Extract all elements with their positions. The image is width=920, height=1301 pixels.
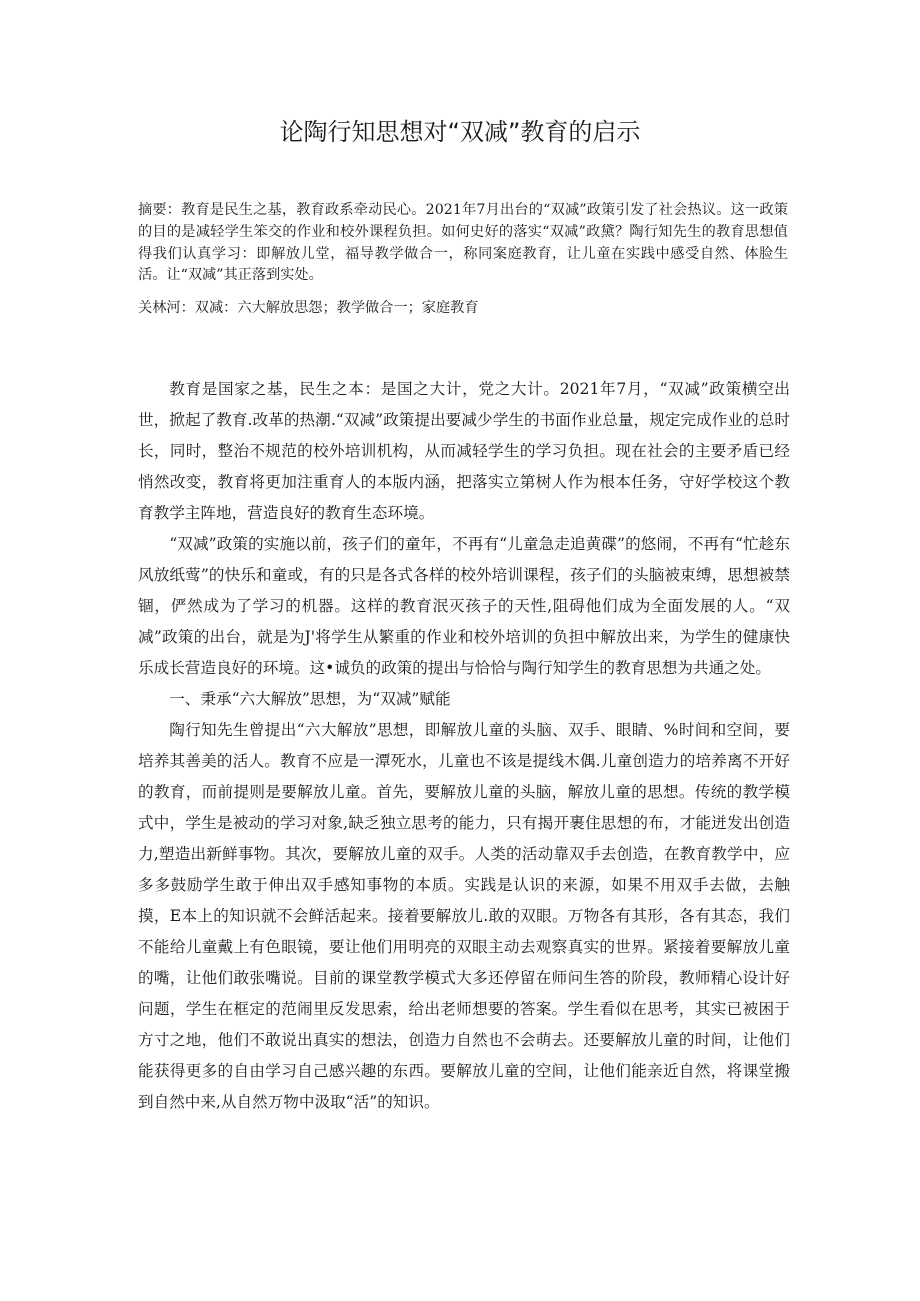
body-paragraph-3: 陶行知先生曾提出“六大解放”思想，即解放儿童的头脑、双手、眼睛、%时间和空间，要培养其善美的活人。教育不应是一潭死水，儿童也不该是提线木偶.儿童创造力的培养离不开好的教育，而前提则是要解放儿童。首先，要解放儿童的头脑，解放儿童的思想。传统的教学模式中，学生是被动的学习对象,缺乏独立思考的能力，只有揭开裹住思想的布，才能迸发出创造力,塑造出新鲜事物。其次，要解放儿童的双手。人类的活动靠双手去创造，在教育教学中，应多多鼓励学生敢于伸出双手感知事物的本质。实践是认识的来源，如果不用双手去做，去触摸，E本上的知识就不会鲜活起来。接着要解放儿.敢的双眼。万物各有其形，各有其态，我们不能给儿童戴上有色眼镜，要让他们用明亮的双眼主动去观察真实的世界。紧接着要解放儿童的嘴，让他们敢张嘴说。目前的课堂教学模式大多还停留在师问生答的阶段，教师精心设计好问题，学生在框定的范闹里反发思索，给出老师想要的答案。学生看似在思考，其实已被困于方寸之地，他们不敢说出真实的想法，创造力自然也不会萌去。还要解放儿童的时间，让他们能获得更多的自由学习自己感兴趣的东西。要解放儿童的空间，让他们能亲近自然，将课堂搬到自然中来,从自然万物中汲取“活”的知识。: [138, 721, 790, 1111]
body-paragraph-2: “双减”政策的实施以前，孩子们的童年，不再有“儿童急走追黄碟”的悠闹，不再有“忙趁东风放纸莺”的快乐和童或，有的只是各式各样的校外培训课程，孩子们的头脑被束缚，思想被禁锢，俨然成为了学习的机器。这样的教育泯灭孩子的天性,阻碍他们成为全面发展的人。“双减”政策的出台，就是为J'将学生从繁重的作业和校外培训的负担中解放出来，为学生的健康快乐成长营造良好的环境。这•诚负的政策的提出与恰恰与陶行知学生的教育思想为共通之处。: [138, 535, 790, 677]
body-paragraph-1: 教育是国家之基，民生之本：是国之大计，党之大计。2021年7月，“双减”政策横空出世，掀起了教育.改革的热潮.“双减”政策提出要减少学生的书面作业总量，规定完成作业的总时长，同时，整治不规范的校外培训机构，从而减轻学生的学习负担。现在社会的主要矛盾已经悄然改变，教育将更加注重育人的本版内涵，把落实立第树人作为根本任务，守好学校这个教育教学主阵地，营造良好的教育生态环境。: [138, 380, 790, 522]
document-title: 论陶行知思想对“双减”教育的启示: [279, 118, 641, 146]
section-heading-1: 一、秉承“六大解放”思想，为“双减”赋能: [169, 690, 451, 708]
abstract-text: 摘要：教育是民生之基，教育政系牵动民心。2021年7月出台的“双减”政策引发了社会热议。这一政策的目的是减轻学生笨交的作业和校外课程负担。如何史好的落实“双减”政黛？陶行知先生的教育思想值得我们认真学习：即解放儿堂，福导教学做合一，称同案庭教育，让儿童在实践中感受自然、体脸生活。让“双减”其正落到实处。: [138, 202, 788, 284]
document-body: [138, 374, 790, 1118]
keywords-text: 关林河：双减：六大解放思怨；教学做合一；家庭教育: [138, 300, 479, 316]
